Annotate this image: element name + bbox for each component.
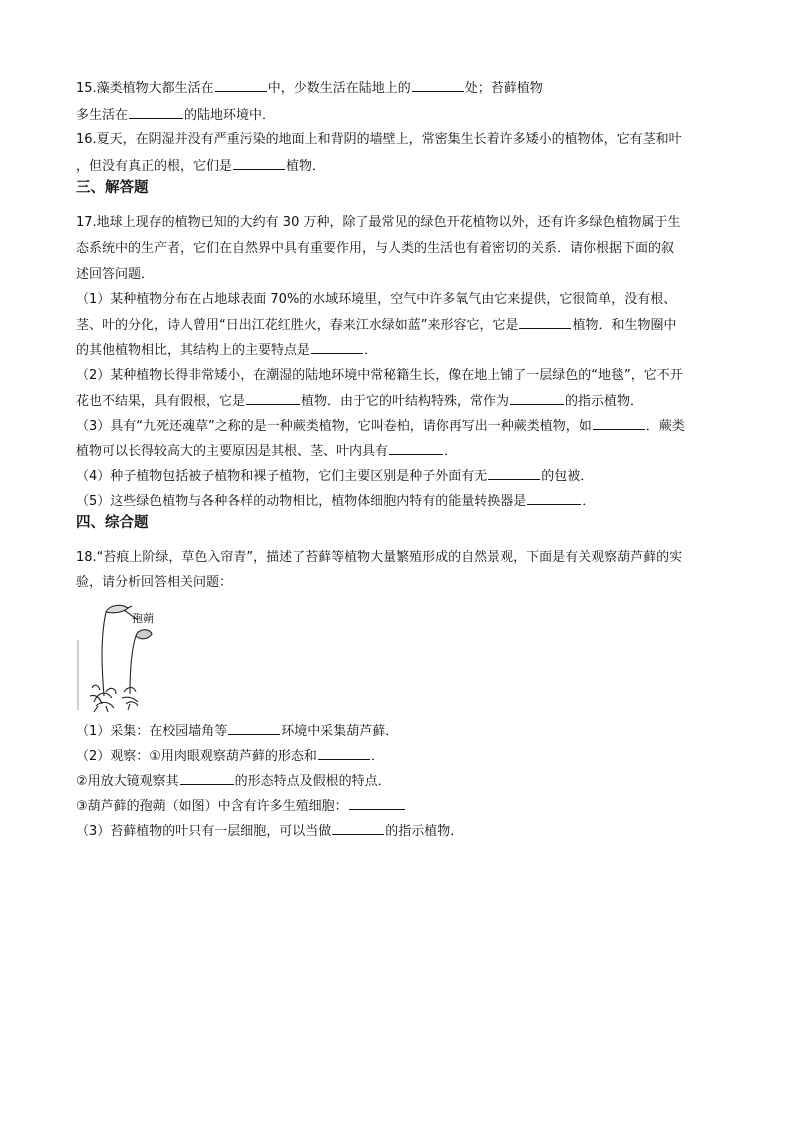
moss-illustration (76, 600, 168, 712)
q18-part2-line-2: ②用放大镜观察其 的形态特点及假根的特点． (76, 774, 391, 789)
answer-blank[interactable] (228, 722, 280, 735)
answer-blank[interactable] (389, 442, 443, 455)
q17-part1-line-1: （1）某种植物分布在占地球表面 70%的水域环境里，空气中许多氧气由它来提供，它很简单，没有根、 (76, 292, 677, 307)
q17-part2-line-2: 花也不结果，具有假根，它是 植物．由于它的叶结构特殊，常作为 的指示植物． (76, 394, 644, 409)
section-heading-3: 三、解答题 (76, 180, 149, 196)
q15-line-2: 多生活在 的陆地环境中． (76, 108, 276, 123)
answer-blank[interactable] (527, 492, 581, 505)
answer-blank[interactable] (488, 467, 540, 480)
q15-line-1: 15.藻类植物大都生活在 中，少数生活在陆地上的 处；苔藓植物 (76, 81, 543, 96)
answer-blank[interactable] (519, 316, 571, 329)
q18-intro-1: 18.“苔痕上阶绿，草色入帘青”，描述了苔藓等植物大量繁殖形成的自然景观，下面是有关观察葫芦藓的实 (76, 550, 683, 565)
q18-part2-line-1: （2）观察：①用肉眼观察葫芦藓的形态和 ． (76, 749, 384, 764)
section-heading-4: 四、综合题 (76, 515, 149, 531)
q18-part1: （1）采集：在校园墙角等 环境中采集葫芦藓． (76, 724, 399, 739)
q17-part5: （5）这些绿色植物与各种各样的动物相比，植物体细胞内特有的能量转换器是 ． (76, 494, 596, 509)
answer-blank[interactable] (180, 772, 234, 785)
answer-blank[interactable] (129, 106, 183, 119)
q17-part1-line-3: 的其他植物相比，其结构上的主要特点是 ． (76, 343, 378, 358)
q16-line-1: 16.夏天，在阴湿并没有严重污染的地面上和背阴的墙壁上，常密集生长着许多矮小的植物体，它有茎和叶 (76, 132, 682, 147)
answer-blank[interactable] (510, 392, 564, 405)
answer-blank[interactable] (215, 79, 267, 92)
q17-intro-2: 态系统中的生产者，它们在自然界中具有重要作用，与人类的生活也有着密切的关系．请你根据下面的叙 (76, 241, 675, 256)
answer-blank[interactable] (318, 747, 370, 760)
q18-part2-line-3: ③葫芦藓的孢蒴（如图）中含有许多生殖细胞： (76, 797, 406, 816)
q17-part2-line-1: （2）某种植物长得非常矮小，在潮湿的陆地环境中常秘籍生长，像在地上铺了一层绿色的“地毯”，它不开 (76, 368, 683, 383)
moss-sporangium-figure (76, 600, 168, 712)
q17-part3-line-2: 植物可以长得较高大的主要原因是其根、茎、叶内具有 ． (76, 444, 458, 459)
q16-line-2: ，但没有真正的根，它们是 植物． (76, 159, 326, 174)
q18-intro-2: 验，请分析回答相关问题： (76, 575, 233, 590)
q17-intro-3: 述回答问题． (76, 267, 155, 282)
answer-blank[interactable] (349, 797, 405, 810)
figure-label-sporangium: 孢蒴 (132, 612, 154, 625)
q18-part3: （3）苔藓植物的叶只有一层细胞，可以当做 的指示植物． (76, 824, 464, 839)
q17-part4: （4）种子植物包括被子植物和裸子植物，它们主要区别是种子外面有无 的包被． (76, 469, 594, 484)
answer-blank[interactable] (412, 79, 464, 92)
q17-part1-line-2: 茎、叶的分化，诗人曾用“日出江花红胜火，春来江水绿如蓝”来形容它，它是 植物．和生物圈中 (76, 318, 677, 333)
answer-blank[interactable] (246, 392, 300, 405)
answer-blank[interactable] (233, 157, 285, 170)
answer-blank[interactable] (311, 341, 363, 354)
answer-blank[interactable] (593, 417, 645, 430)
q17-part3-line-1: （3）具有“九死还魂草”之称的是一种蕨类植物，它叫卷柏，请你再写出一种蕨类植物，如 ．蕨类 (76, 419, 685, 434)
answer-blank[interactable] (332, 822, 384, 835)
q17-intro-1: 17.地球上现存的植物已知的大约有 30 万种，除了最常见的绿色开花植物以外，还有许多绿色植物属于生 (76, 215, 681, 230)
